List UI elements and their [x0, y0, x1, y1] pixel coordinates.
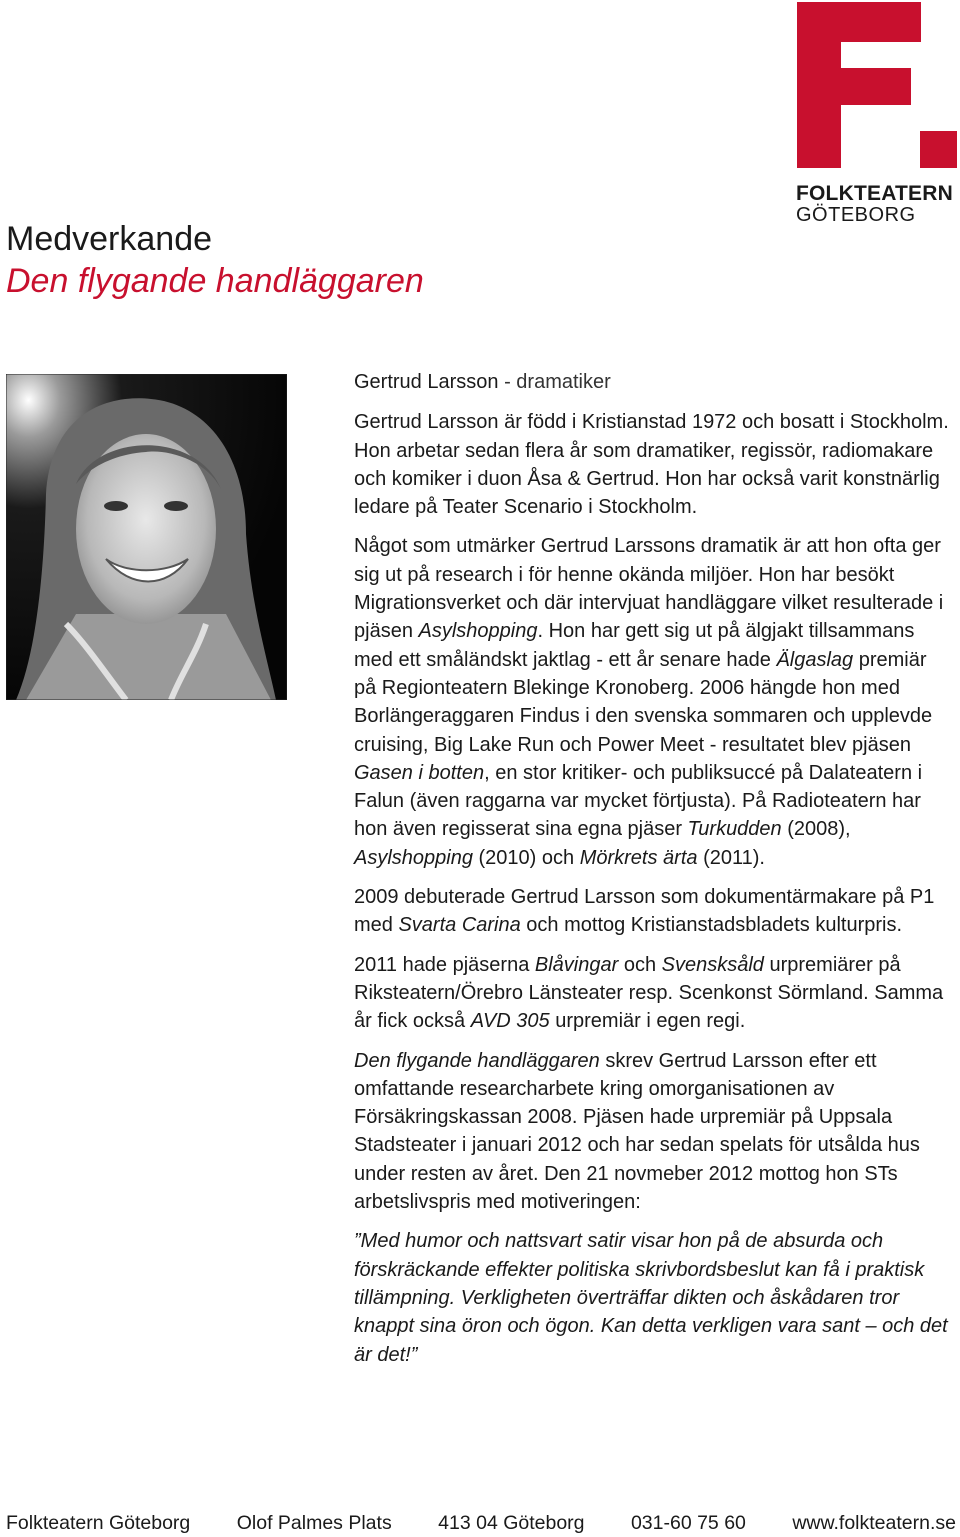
play-title: Mörkrets ärta [579, 846, 698, 869]
footer-phone: 031-60 75 60 [630, 1512, 746, 1534]
page-title: Medverkande [6, 220, 213, 258]
production-title: Den flygande handläggaren [6, 262, 424, 300]
award-citation-quote: ”Med humor och nattsvart satir visar hon på de absurda och förskräckande effekter politiska skrivbordsbeslut kan få i praktisk tillämpning. Verkligheten överträffar dikten och åskådaren tror knappt sina öron och ögon. Kan detta verkligen vara sant – och det är det!” [354, 1230, 948, 1366]
play-title: Svensksåld [661, 953, 764, 976]
person-role: - dramatiker [498, 371, 611, 393]
footer-street: Olof Palmes Plats [236, 1512, 392, 1534]
bio-paragraph-4 [354, 951, 954, 1036]
bio-paragraph-5 [354, 1047, 954, 1217]
play-title: Gasen i botten [354, 761, 485, 784]
play-title: Asylshopping [354, 846, 473, 869]
play-title: Blåvingar [534, 953, 619, 976]
program-title: Svarta Carina [398, 914, 521, 937]
bio-text: skrev Gertrud Larsson efter ett omfattande researcharbete kring omorganisationen av Försäkringskassan 2008. Pjäsen hade urpremiär på Uppsala Stadsteater i januari 2012 och har sedan spelats för utsålda hus under resten av året. Den 21 novmeber 2012 mottog hon STs arbetslivspris med motiveringen: [354, 1049, 920, 1214]
person-name: Gertrud Larsson [354, 371, 499, 393]
brand-wordmark [796, 183, 953, 225]
bio-paragraph-3 [354, 883, 954, 940]
play-title: Asylshopping [418, 620, 538, 643]
page-footer [6, 1512, 956, 1535]
bio-text: 2011 hade pjäserna [354, 953, 535, 976]
play-title: Älgaslag [776, 648, 854, 671]
bio-text: (2011). [697, 846, 765, 869]
bio-text: urpremiärer på Riksteatern/Örebro Länsteater resp. Scenkonst Sörmland. Samma år fick också [354, 953, 944, 1033]
footer-website-link[interactable]: www.folkteatern.se [792, 1512, 956, 1534]
bio-text: , en stor kritiker- och publiksuccé på Dalateatern i Falun (även raggarna var mycket förtjusta). På Radioteatern har hon även regisserat sina egna pjäser [354, 761, 923, 841]
bio-text: (2008), [781, 818, 851, 841]
bio-paragraph-2 [354, 532, 954, 872]
bio-paragraph-1: Gertrud Larsson är född i Kristianstad 1972 och bosatt i Stockholm. Hon arbetar sedan flera år som dramatiker, regissör, radiomakare och komiker i duon Åsa & Gertrud. Hon har också varit konstnärlig ledare på Teater Scenario i Stockholm. [354, 411, 949, 519]
bio-text: . Hon har gett sig ut på älgjakt tillsammans med ett småländskt jaktlag - ett år senare hade [354, 620, 915, 671]
bio-text: 2009 debuterade Gertrud Larsson som dokumentärmakare på P1 med [354, 886, 935, 937]
play-title: Den flygande handläggaren [354, 1049, 600, 1072]
footer-postal: 413 04 Göteborg [438, 1512, 585, 1534]
bio-text: urpremiär i egen regi. [549, 1010, 746, 1033]
bio-text: Något som utmärker Gertrud Larssons dramatik är att hon ofta ger sig ut på research i för henne okända miljöer. Hon har besökt Migrationsverket och där intervjuat handläggare vilket resulterade i pjäsen [354, 535, 944, 643]
bio-text: (2010) och [472, 846, 580, 869]
bio-text: och mottog Kristianstadsbladets kulturpris. [520, 914, 903, 937]
page-heading [6, 218, 424, 302]
play-title: Turkudden [687, 818, 782, 841]
bio-content [354, 368, 954, 1380]
bio-text: premiär på Regionteatern Blekinge Kronoberg. 2006 hängde hon med Borlängeraggaren Findus i den svenska sommaren och upplevde cruising, Big Lake Run och Power Meet - resultatet blev pjäsen [354, 648, 933, 756]
footer-organization: Folkteatern Göteborg [6, 1512, 191, 1534]
play-title: AVD 305 [470, 1010, 550, 1033]
brand-name-line2: GÖTEBORG [796, 204, 916, 226]
bio-text: och [618, 953, 662, 976]
credit-line [354, 368, 954, 396]
brand-name-line1: FOLKTEATERN [796, 182, 953, 205]
portrait-photo [6, 374, 287, 700]
